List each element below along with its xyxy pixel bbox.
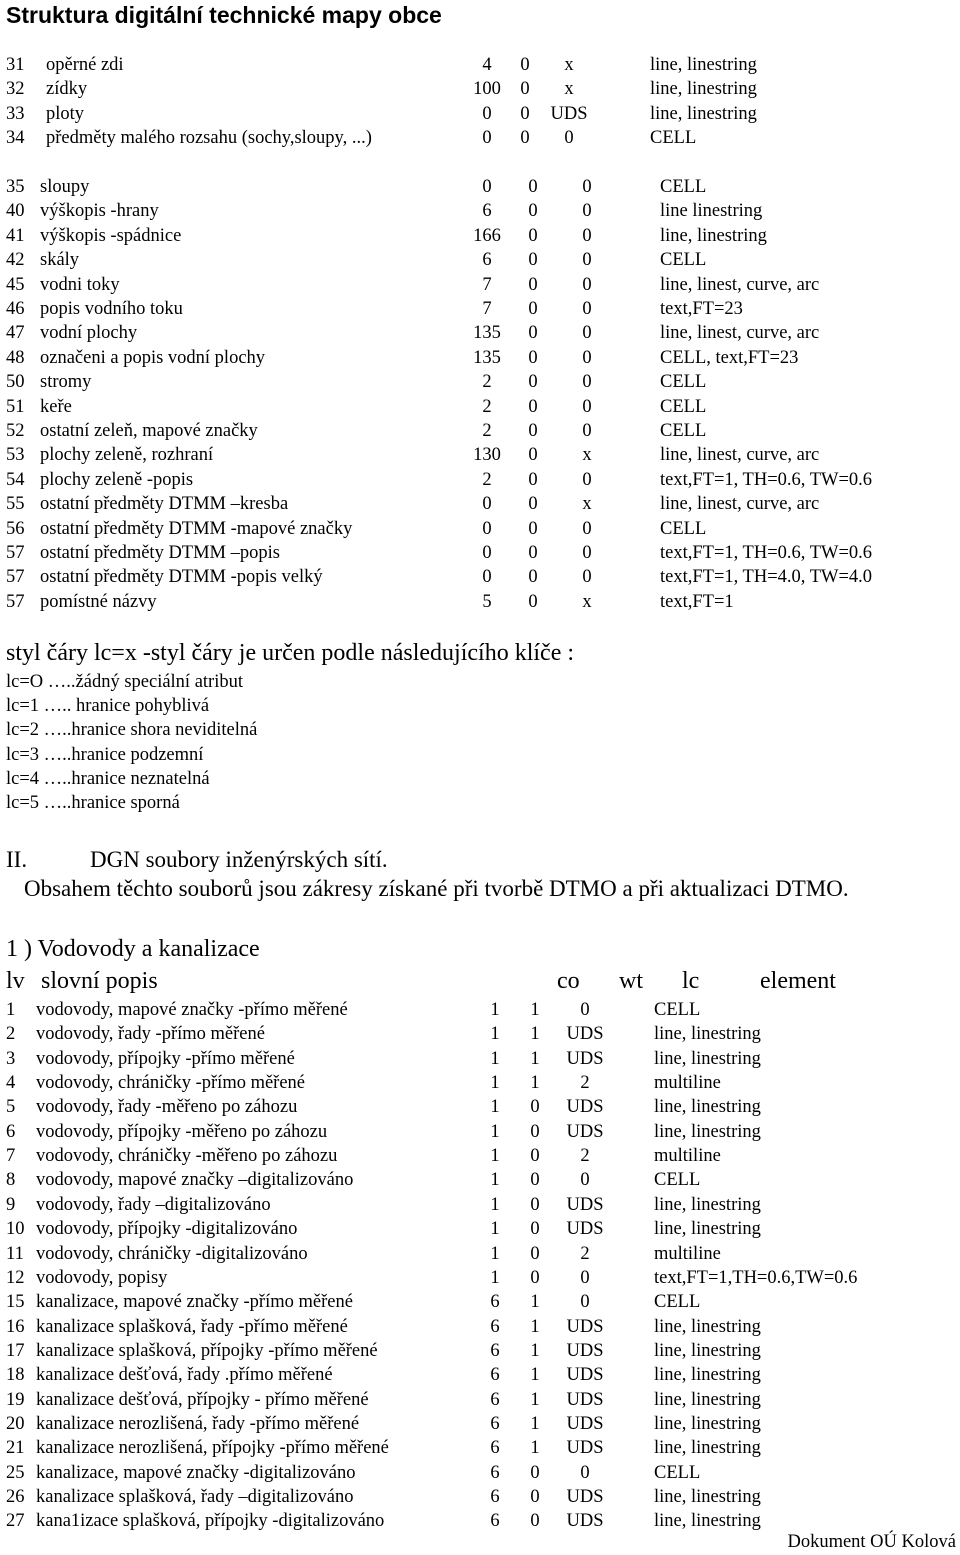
- row-description: kanalizace dešťová, řady .přímo měřené: [36, 1365, 333, 1386]
- row-line-style: x: [582, 494, 592, 515]
- row-description: vodovody, popisy: [36, 1267, 168, 1288]
- row-element: CELL: [660, 177, 707, 197]
- row-weight: 0: [528, 518, 538, 539]
- column-header-element: element: [760, 968, 836, 994]
- row-weight: 1: [530, 1413, 540, 1434]
- row-weight: 0: [528, 274, 538, 295]
- row-element: line, linestring: [654, 1097, 761, 1118]
- row-description: vodovody, chráničky -digitalizováno: [36, 1243, 308, 1264]
- row-element: line, linestring: [650, 79, 757, 100]
- row-number: 57: [6, 591, 25, 612]
- row-element: line, linest, curve, arc: [660, 445, 820, 466]
- row-number: 55: [6, 494, 25, 515]
- row-number: 8: [6, 1170, 16, 1191]
- row-description: kanalizace, mapové značky -přímo měřené: [36, 1292, 353, 1313]
- row-element: line, linestring: [654, 1316, 761, 1337]
- row-number: 54: [6, 469, 25, 490]
- row-weight: 0: [528, 421, 538, 441]
- row-line-style: 0: [580, 1170, 590, 1191]
- row-color: 6: [490, 1340, 500, 1361]
- row-element: line, linestring: [654, 1487, 761, 1507]
- row-number: 15: [6, 1292, 25, 1313]
- row-line-style: UDS: [566, 1024, 604, 1045]
- row-element: line, linest, curve, arc: [660, 323, 820, 344]
- footer-note: Dokument OÚ Kolová: [787, 1532, 956, 1552]
- row-color: 135: [473, 347, 501, 368]
- row-line-style: UDS: [566, 1316, 604, 1337]
- row-weight: 0: [530, 1511, 540, 1532]
- row-weight: 1: [530, 1389, 540, 1410]
- row-weight: 0: [528, 591, 538, 612]
- row-color: 1: [490, 1073, 500, 1094]
- row-line-style: 0: [582, 299, 592, 319]
- row-description: zídky: [46, 79, 88, 100]
- row-line-style: 0: [582, 323, 592, 344]
- row-element: CELL: [654, 1292, 701, 1313]
- row-number: 6: [6, 1121, 16, 1142]
- row-weight: 0: [528, 567, 538, 588]
- row-number: 4: [6, 1073, 16, 1094]
- row-weight: 0: [528, 494, 538, 515]
- row-number: 56: [6, 518, 25, 539]
- row-weight: 1: [530, 1048, 540, 1069]
- row-line-style: 0: [580, 1462, 590, 1483]
- water-sewer-heading: 1 ) Vodovody a kanalizace: [6, 936, 260, 962]
- row-color: 0: [482, 567, 492, 588]
- row-description: ostatní předměty DTMM -mapové značky: [40, 518, 353, 539]
- row-element: line, linestring: [654, 1511, 761, 1532]
- row-element: line, linestring: [654, 1194, 761, 1215]
- row-weight: 1: [530, 1316, 540, 1337]
- row-line-style: UDS: [566, 1511, 604, 1532]
- row-line-style: UDS: [566, 1487, 604, 1507]
- row-number: 21: [6, 1438, 25, 1459]
- row-line-style: 0: [582, 469, 592, 490]
- row-weight: 0: [530, 1487, 540, 1507]
- row-element: line, linestring: [654, 1121, 761, 1142]
- row-description: popis vodního toku: [40, 299, 183, 319]
- row-number: 7: [6, 1146, 16, 1167]
- row-element: CELL: [650, 128, 697, 149]
- row-number: 26: [6, 1487, 25, 1507]
- row-color: 6: [490, 1389, 500, 1410]
- page-title: Struktura digitální technické mapy obce: [6, 2, 442, 28]
- row-line-style: UDS: [566, 1048, 604, 1069]
- row-color: 6: [490, 1316, 500, 1337]
- row-number: 11: [6, 1243, 24, 1264]
- row-element: text,FT=1, TH=0.6, TW=0.6: [660, 469, 873, 490]
- row-color: 6: [490, 1438, 500, 1459]
- row-line-style: 0: [564, 128, 574, 149]
- row-element: CELL: [654, 1462, 701, 1483]
- row-color: 6: [490, 1413, 500, 1434]
- row-element: CELL: [660, 396, 707, 417]
- column-header-lc: lc: [682, 968, 700, 994]
- row-line-style: 2: [580, 1243, 590, 1264]
- row-description: kanalizace dešťová, přípojky - přímo měřené: [36, 1389, 369, 1410]
- row-description: předměty malého rozsahu (sochy,sloupy, ...): [46, 128, 372, 149]
- row-number: 53: [6, 445, 25, 466]
- row-element: line linestring: [660, 201, 763, 222]
- row-weight: 1: [530, 1000, 540, 1020]
- row-number: 48: [6, 347, 25, 368]
- row-description: kanalizace, mapové značky -digitalizováno: [36, 1462, 356, 1483]
- row-element: text,FT=1: [660, 591, 734, 612]
- row-number: 51: [6, 396, 25, 417]
- column-header-wt: wt: [619, 968, 643, 994]
- row-element: line, linestring: [654, 1413, 761, 1434]
- row-description: opěrné zdi: [46, 55, 124, 75]
- row-weight: 0: [530, 1462, 540, 1483]
- row-description: pomístné názvy: [40, 591, 157, 612]
- row-color: 0: [482, 543, 492, 563]
- row-line-style: x: [582, 445, 592, 466]
- row-weight: 0: [520, 103, 530, 124]
- row-line-style: 0: [580, 1000, 590, 1020]
- row-description: stromy: [40, 372, 92, 393]
- row-element: text,FT=1,TH=0.6,TW=0.6: [654, 1267, 858, 1288]
- row-line-style: 0: [582, 274, 592, 295]
- row-line-style: 0: [582, 567, 592, 588]
- row-element: line, linest, curve, arc: [660, 274, 820, 295]
- row-color: 7: [482, 299, 492, 319]
- row-element: line, linestring: [660, 225, 767, 246]
- row-color: 2: [482, 469, 492, 490]
- row-description: vodovody, řady -přímo měřené: [36, 1024, 265, 1045]
- row-color: 1: [490, 1146, 500, 1167]
- row-weight: 0: [520, 55, 530, 75]
- row-number: 46: [6, 299, 25, 319]
- row-weight: 0: [528, 372, 538, 393]
- row-number: 32: [6, 79, 25, 100]
- row-line-style: 0: [582, 372, 592, 393]
- row-description: kanalizace nerozlišená, řady -přímo měřené: [36, 1413, 360, 1434]
- row-color: 100: [473, 79, 501, 100]
- row-description: označeni a popis vodní plochy: [40, 347, 266, 368]
- row-number: 40: [6, 201, 25, 222]
- row-weight: 0: [528, 250, 538, 271]
- row-color: 7: [482, 274, 492, 295]
- row-element: CELL: [654, 1000, 701, 1020]
- row-number: 57: [6, 567, 25, 588]
- row-weight: 1: [530, 1073, 540, 1094]
- row-element: line, linestring: [654, 1048, 761, 1069]
- row-color: 6: [490, 1462, 500, 1483]
- row-description: ostatní předměty DTMM -popis velký: [40, 567, 323, 588]
- legend-item: lc=3 …..hranice podzemní: [6, 744, 204, 765]
- row-element: CELL: [660, 250, 707, 271]
- row-element: text,FT=1, TH=4.0, TW=4.0: [660, 567, 873, 588]
- legend-item: lc=5 …..hranice sporná: [6, 793, 180, 813]
- row-description: vodní plochy: [40, 323, 138, 344]
- row-description: skály: [40, 250, 80, 271]
- row-weight: 0: [530, 1146, 540, 1167]
- row-number: 45: [6, 274, 25, 295]
- line-style-heading: styl čáry lc=x -styl čáry je určen podle následujícího klíče :: [6, 640, 575, 666]
- row-color: 6: [482, 250, 492, 271]
- row-line-style: UDS: [550, 103, 588, 124]
- row-color: 2: [482, 372, 492, 393]
- row-description: vodovody, mapové značky -přímo měřené: [36, 1000, 348, 1020]
- row-color: 1: [490, 1267, 500, 1288]
- row-color: 5: [482, 591, 492, 612]
- row-line-style: UDS: [566, 1413, 604, 1434]
- row-description: kanalizace splašková, přípojky -přímo měřené: [36, 1340, 378, 1361]
- row-description: vodovody, řady -měřeno po záhozu: [36, 1097, 298, 1118]
- row-weight: 0: [530, 1097, 540, 1118]
- row-number: 52: [6, 421, 25, 441]
- row-line-style: x: [564, 79, 574, 100]
- row-color: 0: [482, 103, 492, 124]
- row-number: 35: [6, 177, 25, 197]
- row-weight: 0: [528, 201, 538, 222]
- row-line-style: 0: [582, 177, 592, 197]
- row-description: kanalizace splašková, řady -přímo měřené: [36, 1316, 348, 1337]
- row-element: multiline: [654, 1146, 721, 1167]
- row-line-style: UDS: [566, 1340, 604, 1361]
- row-number: 18: [6, 1365, 25, 1386]
- row-number: 20: [6, 1413, 25, 1434]
- row-color: 0: [482, 177, 492, 197]
- row-weight: 0: [528, 396, 538, 417]
- row-line-style: 2: [580, 1073, 590, 1094]
- row-color: 1: [490, 1219, 500, 1240]
- row-color: 1: [490, 1194, 500, 1215]
- row-weight: 0: [528, 225, 538, 246]
- row-number: 25: [6, 1462, 25, 1483]
- row-number: 34: [6, 128, 25, 149]
- row-element: line, linestring: [654, 1340, 761, 1361]
- row-weight: 1: [530, 1024, 540, 1045]
- row-number: 10: [6, 1219, 25, 1240]
- row-weight: 0: [528, 177, 538, 197]
- column-header-lv: lv: [6, 968, 25, 994]
- row-color: 1: [490, 1121, 500, 1142]
- row-weight: 1: [530, 1292, 540, 1313]
- row-line-style: 0: [582, 225, 592, 246]
- row-line-style: UDS: [566, 1389, 604, 1410]
- row-line-style: 0: [582, 347, 592, 368]
- row-line-style: 0: [582, 250, 592, 271]
- row-line-style: 0: [582, 518, 592, 539]
- row-element: line, linestring: [654, 1365, 761, 1386]
- row-weight: 0: [528, 299, 538, 319]
- row-line-style: 0: [582, 421, 592, 441]
- row-color: 6: [490, 1487, 500, 1507]
- row-line-style: UDS: [566, 1121, 604, 1142]
- row-color: 1: [490, 1243, 500, 1264]
- row-line-style: 0: [580, 1292, 590, 1313]
- legend-item: lc=1 ….. hranice pohyblivá: [6, 696, 210, 717]
- row-element: multiline: [654, 1073, 721, 1094]
- row-weight: 0: [520, 128, 530, 149]
- row-color: 1: [490, 1170, 500, 1191]
- row-line-style: UDS: [566, 1194, 604, 1215]
- row-element: line, linest, curve, arc: [660, 494, 820, 515]
- row-weight: 0: [530, 1194, 540, 1215]
- row-description: sloupy: [40, 177, 90, 197]
- legend-item: lc=O …..žádný speciální atribut: [6, 672, 243, 692]
- row-number: 16: [6, 1316, 25, 1337]
- row-color: 166: [473, 225, 501, 246]
- row-color: 2: [482, 421, 492, 441]
- row-element: CELL: [660, 372, 707, 393]
- row-line-style: 0: [582, 201, 592, 222]
- row-color: 1: [490, 1000, 500, 1020]
- row-color: 6: [490, 1511, 500, 1532]
- row-description: vodovody, přípojky -měřeno po záhozu: [36, 1121, 328, 1142]
- row-line-style: 0: [580, 1267, 590, 1288]
- section-description: Obsahem těchto souborů jsou zákresy získané při tvorbě DTMO a při aktualizaci DTMO.: [24, 876, 849, 901]
- row-color: 0: [482, 128, 492, 149]
- row-line-style: UDS: [566, 1219, 604, 1240]
- column-header-description: slovní popis: [41, 968, 158, 994]
- row-color: 130: [473, 445, 501, 466]
- row-color: 6: [482, 201, 492, 222]
- row-element: line, linestring: [654, 1024, 761, 1045]
- row-number: 1: [6, 1000, 16, 1020]
- row-element: CELL: [660, 518, 707, 539]
- row-description: ostatní zeleň, mapové značky: [40, 421, 258, 441]
- row-description: kanalizace splašková, řady –digitalizováno: [36, 1487, 354, 1507]
- row-description: vodovody, přípojky -přímo měřené: [36, 1048, 295, 1069]
- row-element: CELL: [654, 1170, 701, 1191]
- row-number: 50: [6, 372, 25, 393]
- row-line-style: 2: [580, 1146, 590, 1167]
- row-color: 1: [490, 1048, 500, 1069]
- row-description: vodovody, přípojky -digitalizováno: [36, 1219, 298, 1240]
- row-weight: 1: [530, 1365, 540, 1386]
- column-header-co: co: [557, 968, 580, 994]
- row-element: line, linestring: [650, 103, 757, 124]
- row-line-style: UDS: [566, 1365, 604, 1386]
- row-line-style: UDS: [566, 1097, 604, 1118]
- row-weight: 0: [530, 1170, 540, 1191]
- row-color: 6: [490, 1365, 500, 1386]
- row-weight: 1: [530, 1438, 540, 1459]
- row-number: 42: [6, 250, 25, 271]
- row-number: 47: [6, 323, 25, 344]
- row-weight: 0: [530, 1219, 540, 1240]
- row-number: 57: [6, 543, 25, 563]
- row-weight: 0: [530, 1243, 540, 1264]
- section-number: II.: [6, 847, 28, 872]
- row-number: 31: [6, 55, 25, 75]
- row-number: 33: [6, 103, 25, 124]
- row-description: vodovody, chráničky -přímo měřené: [36, 1073, 306, 1094]
- row-weight: 0: [528, 323, 538, 344]
- row-color: 6: [490, 1292, 500, 1313]
- row-element: text,FT=23: [660, 299, 743, 319]
- row-number: 5: [6, 1097, 16, 1118]
- row-description: výškopis -spádnice: [40, 225, 182, 246]
- row-description: kanalizace nerozlišená, přípojky -přímo měřené: [36, 1438, 389, 1459]
- row-element: CELL, text,FT=23: [660, 347, 799, 368]
- row-weight: 0: [530, 1267, 540, 1288]
- row-color: 0: [482, 518, 492, 539]
- row-number: 2: [6, 1024, 16, 1045]
- row-element: line, linestring: [650, 55, 757, 75]
- row-line-style: 0: [582, 396, 592, 417]
- section-title: DGN soubory inženýrských sítí.: [90, 847, 388, 872]
- row-number: 3: [6, 1048, 16, 1069]
- row-color: 4: [482, 55, 492, 75]
- row-weight: 0: [530, 1121, 540, 1142]
- row-element: line, linestring: [654, 1438, 761, 1459]
- row-description: plochy zeleně, rozhraní: [40, 445, 214, 466]
- row-line-style: 0: [582, 543, 592, 563]
- row-description: vodovody, řady –digitalizováno: [36, 1194, 271, 1215]
- row-weight: 0: [528, 445, 538, 466]
- row-description: vodovody, chráničky -měřeno po záhozu: [36, 1146, 338, 1167]
- row-color: 1: [490, 1024, 500, 1045]
- row-number: 41: [6, 225, 25, 246]
- row-description: výškopis -hrany: [40, 201, 159, 222]
- row-description: kana1izace splašková, přípojky -digitalizováno: [36, 1511, 385, 1532]
- row-weight: 1: [530, 1340, 540, 1361]
- row-line-style: x: [564, 55, 574, 75]
- row-element: CELL: [660, 421, 707, 441]
- row-weight: 0: [528, 347, 538, 368]
- row-color: 0: [482, 494, 492, 515]
- row-color: 1: [490, 1097, 500, 1118]
- row-number: 12: [6, 1267, 25, 1288]
- row-element: line, linestring: [654, 1219, 761, 1240]
- row-weight: 0: [528, 543, 538, 563]
- row-description: keře: [40, 396, 72, 417]
- row-description: ostatní předměty DTMM –kresba: [40, 494, 289, 515]
- row-element: text,FT=1, TH=0.6, TW=0.6: [660, 543, 873, 563]
- legend-item: lc=4 …..hranice neznatelná: [6, 768, 210, 789]
- row-element: multiline: [654, 1243, 721, 1264]
- row-description: ploty: [46, 103, 85, 124]
- row-description: vodovody, mapové značky –digitalizováno: [36, 1170, 354, 1191]
- row-number: 9: [6, 1194, 16, 1215]
- row-line-style: x: [582, 591, 592, 612]
- row-number: 17: [6, 1340, 25, 1361]
- row-number: 19: [6, 1389, 25, 1410]
- row-number: 27: [6, 1511, 25, 1532]
- row-weight: 0: [520, 79, 530, 100]
- row-element: line, linestring: [654, 1389, 761, 1410]
- row-color: 2: [482, 396, 492, 417]
- legend-item: lc=2 …..hranice shora neviditelná: [6, 720, 258, 741]
- row-line-style: UDS: [566, 1438, 604, 1459]
- row-description: ostatní předměty DTMM –popis: [40, 543, 280, 563]
- row-description: plochy zeleně -popis: [40, 469, 194, 490]
- row-color: 135: [473, 323, 501, 344]
- row-description: vodni toky: [40, 274, 120, 295]
- row-weight: 0: [528, 469, 538, 490]
